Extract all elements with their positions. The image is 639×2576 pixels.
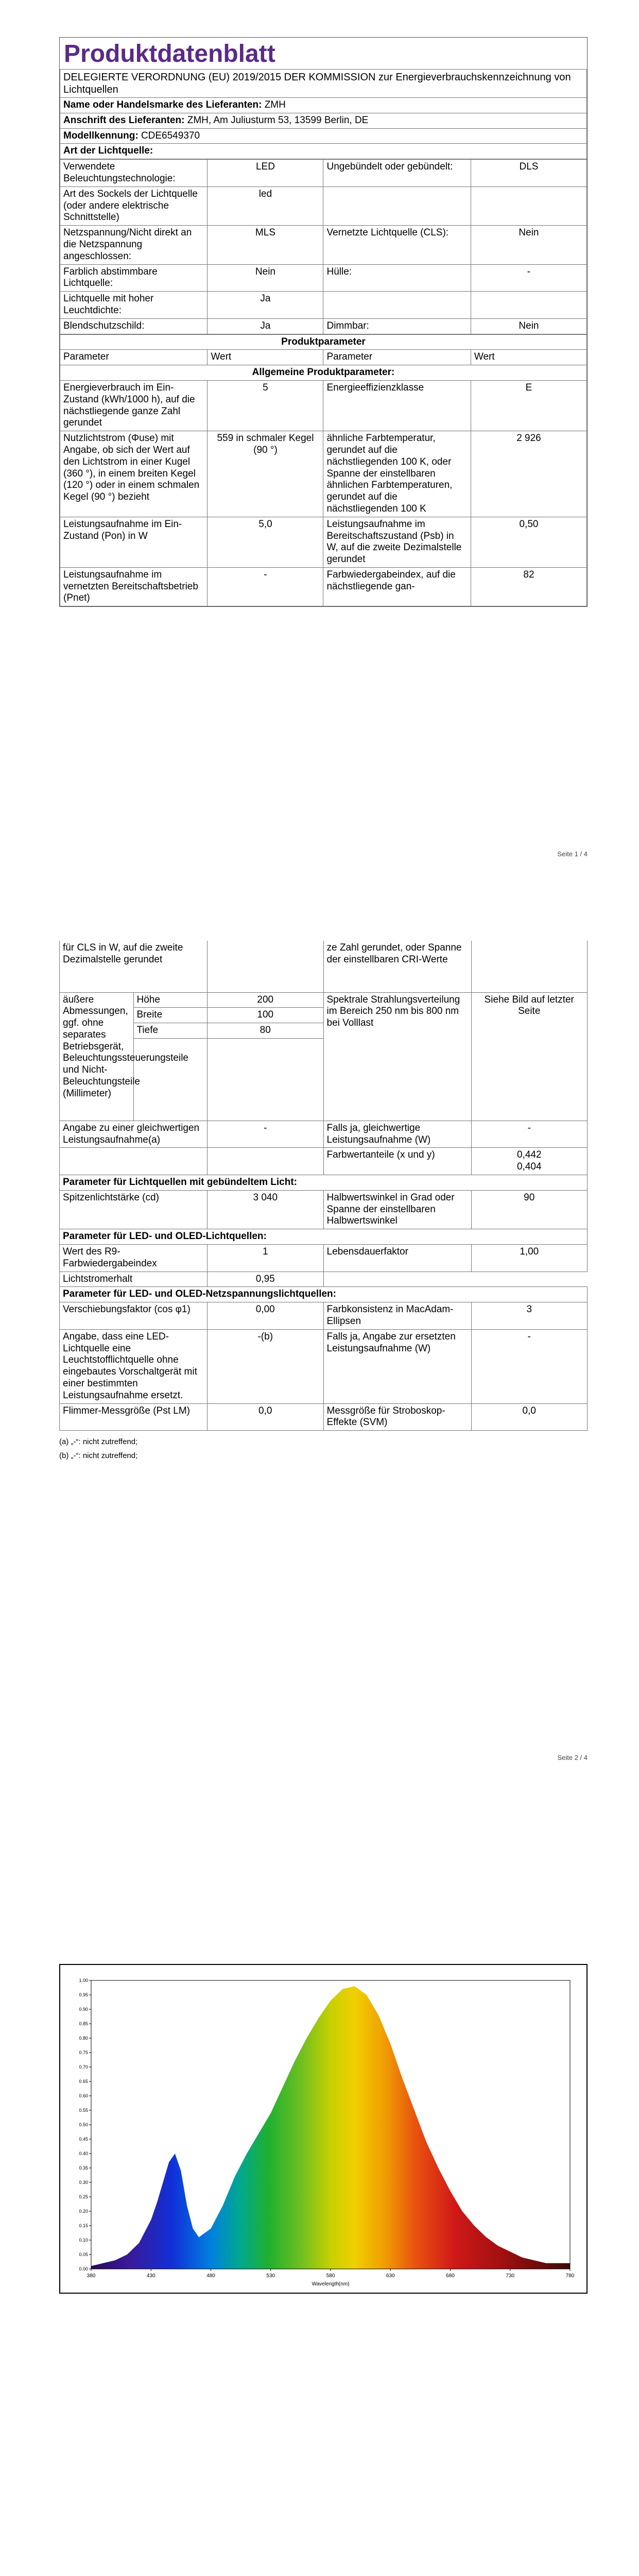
y-tick-label: 0.30 (79, 2180, 88, 2185)
table-row (60, 567, 587, 606)
param-value (471, 187, 586, 225)
chroma-blank (60, 1148, 208, 1175)
supplier-row (60, 98, 587, 113)
supplier-label: Name oder Handelsmarke des Lieferanten: (63, 99, 262, 110)
param-label: Farbwiedergabeindex, auf die nächstliegende gan- (323, 567, 471, 606)
y-tick-label: 0.65 (79, 2079, 88, 2084)
beam-angle-value: 90 (471, 1190, 588, 1229)
y-tick-label: 0.70 (79, 2064, 88, 2070)
general-header: Allgemeine Produktparameter: (60, 365, 587, 381)
param-label: Leistungsaufnahme im vernetzten Bereitschaftsbetrieb (Pnet) (60, 567, 208, 606)
address-label: Anschrift des Lieferanten: (63, 114, 185, 126)
svm-label: Messgröße für Stroboskop-Effekte (SVM) (323, 1403, 471, 1431)
y-tick-label: 0.25 (79, 2194, 88, 2199)
param-label: Energieeffizienzklasse (323, 380, 471, 431)
y-tick-label: 0.95 (79, 1992, 88, 1997)
x-tick-label: 530 (266, 2273, 275, 2279)
led-oled-header: Parameter für LED- und OLED-Lichtquellen: (60, 1229, 588, 1245)
regulation-text: DELEGIERTE VERORDNUNG (EU) 2019/2015 DER KOMMISSION zur Energieverbrauchskennzeichnung von Lichtquellen (60, 70, 587, 98)
y-tick-label: 0.45 (79, 2137, 88, 2142)
dim-blank (133, 1038, 208, 1121)
document-title: Produktdatenblatt (64, 40, 275, 67)
y-tick-label: 0.40 (79, 2151, 88, 2156)
param-value: 0,50 (471, 517, 586, 567)
cos-phi-value: 0,00 (208, 1302, 324, 1330)
param-value: 82 (471, 567, 586, 606)
address-row (60, 113, 587, 128)
y-tick-label: 0.80 (79, 2036, 88, 2041)
col-param-1: Parameter (60, 350, 208, 365)
footnote-b: (b) „-“: nicht zutreffend; (59, 1451, 138, 1461)
lumen-maint-label: Lichtstromerhalt (60, 1272, 208, 1287)
continued-left-value (208, 941, 324, 992)
r9-value: 1 (208, 1245, 324, 1272)
chroma-value: 0,442 0,404 (471, 1148, 588, 1175)
footnotes (59, 1435, 588, 1463)
equiv-power-label: Angabe zu einer gleichwertigen Leistungsaufnahme(a) (60, 1121, 208, 1148)
equiv-power-value: - (208, 1121, 324, 1148)
cos-phi-label: Verschiebungsfaktor (cos φ1) (60, 1302, 208, 1330)
replacement-value: -(b) (208, 1329, 324, 1403)
y-tick-label: 0.00 (79, 2266, 88, 2272)
param-value: MLS (208, 226, 323, 264)
survival-value: 1,00 (471, 1245, 588, 1272)
peak-intensity-value: 3 040 (208, 1190, 324, 1229)
param-label: Lichtquelle mit hoher Leuchtdichte: (60, 292, 208, 319)
param-label: Dimmbar: (323, 318, 471, 334)
continued-left: für CLS in W, auf die zweite Dezimalstelle gerundet (60, 941, 208, 992)
y-tick-label: 0.35 (79, 2165, 88, 2171)
page-3 (0, 1807, 639, 2576)
param-value: Ja (208, 318, 323, 334)
dimensions-label: äußere Abmessungen, ggf. ohne separates Betriebsgerät, Beleuchtungssteuerungsteile und Nicht-Beleuchtungsteile (Millimeter) (60, 992, 134, 1121)
y-tick-label: 0.15 (79, 2223, 88, 2228)
type-table (60, 159, 587, 334)
param-value: 2 926 (471, 431, 586, 517)
param-value: LED (208, 160, 323, 187)
lumen-blank (323, 1272, 471, 1287)
chroma-blank-value (208, 1148, 324, 1175)
param-value: Ja (208, 292, 323, 319)
col-value-1: Wert (208, 350, 323, 365)
table-row (60, 292, 587, 319)
params-table (60, 334, 587, 607)
param-value: Nein (471, 318, 586, 334)
table-row (60, 226, 587, 264)
param-value: Nein (471, 226, 586, 264)
address-value: ZMH, Am Juliusturm 53, 13599 Berlin, DE (187, 114, 369, 126)
param-label: ähnliche Farbtemperatur, gerundet auf die nächstliegenden 100 K, oder Spanne der einstellbaren ähnlichen Farbtemperaturen, gerundet auf die nächstliegenden 100 K (323, 431, 471, 517)
chroma-label: Farbwertanteile (x und y) (323, 1148, 471, 1175)
param-label: Farblich abstimmbare Lichtquelle: (60, 264, 208, 292)
dim-height-label: Höhe (133, 992, 208, 1008)
mls-header: Parameter für LED- und OLED-Netzspannungslichtquellen: (60, 1287, 588, 1302)
survival-label: Lebensdauerfaktor (323, 1245, 471, 1272)
lumen-blank-value (471, 1272, 588, 1287)
param-label: Leistungsaufnahme im Ein-Zustand (Pon) in W (60, 517, 208, 567)
table-row (60, 318, 587, 334)
color-consistency-label: Farbkonsistenz in MacAdam-Ellipsen (323, 1302, 471, 1330)
lumen-maint-value: 0,95 (208, 1272, 324, 1287)
type-label: Art der Lichtquelle: (60, 144, 587, 159)
y-tick-label: 0.60 (79, 2093, 88, 2098)
spectral-label: Spektrale Strahlungsverteilung im Bereich 250 nm bis 800 nm bei Volllast (323, 992, 471, 1121)
param-label: Energieverbrauch im Ein-Zustand (kWh/1000 h), auf die nächstliegende ganze Zahl gerundet (60, 380, 208, 431)
table-row (60, 380, 587, 431)
y-tick-label: 0.10 (79, 2238, 88, 2243)
x-tick-label: 430 (146, 2273, 156, 2279)
x-tick-label: 580 (326, 2273, 335, 2279)
param-value: 559 in schmaler Kegel (90 °) (208, 431, 323, 517)
spectrum-chart-frame (59, 1964, 588, 2294)
datasheet-frame-1 (59, 37, 588, 607)
flicker-value: 0,0 (208, 1403, 324, 1431)
footnote-a: (a) „-“: nicht zutreffend; (59, 1437, 138, 1447)
equiv-watt-value: - (471, 1121, 588, 1148)
param-label: Art des Sockels der Lichtquelle (oder andere elektrische Schnittstelle) (60, 187, 208, 225)
params-header: Produktparameter (60, 334, 587, 350)
peak-intensity-label: Spitzenlichtstärke (cd) (60, 1190, 208, 1229)
table-row (60, 517, 587, 567)
r9-label: Wert des R9-Farbwiedergabeindex (60, 1245, 208, 1272)
replacement-label: Angabe, dass eine LED-Lichtquelle eine Leuchtstofflichtquelle ohne eingebautes Vorschaltgerät mit einer bestimmten Leistungsaufnahme ersetzt. (60, 1329, 208, 1403)
replaced-power-value: - (471, 1329, 588, 1403)
y-tick-label: 0.90 (79, 2007, 88, 2012)
table-row (60, 187, 587, 225)
y-tick-label: 0.75 (79, 2050, 88, 2055)
color-consistency-value: 3 (471, 1302, 588, 1330)
param-value: led (208, 187, 323, 225)
param-label (323, 292, 471, 319)
col-param-2: Parameter (323, 350, 471, 365)
y-tick-label: 1.00 (79, 1978, 88, 1983)
y-tick-label: 0.55 (79, 2108, 88, 2113)
param-value: Nein (208, 264, 323, 292)
param-label (323, 187, 471, 225)
param-value: E (471, 380, 586, 431)
continued-right: ze Zahl gerundet, oder Spanne der einstellbaren CRI-Werte (323, 941, 471, 992)
dim-height-value: 200 (208, 992, 324, 1008)
dim-width-label: Breite (133, 1008, 208, 1023)
y-tick-label: 0.85 (79, 2021, 88, 2026)
param-value: - (471, 264, 586, 292)
x-tick-label: 730 (506, 2273, 515, 2279)
replaced-power-label: Falls ja, Angabe zur ersetzten Leistungsaufnahme (W) (323, 1329, 471, 1403)
table-row (60, 160, 587, 187)
param-value: 5,0 (208, 517, 323, 567)
col-value-2: Wert (471, 350, 586, 365)
datasheet-frame-2 (59, 941, 588, 1463)
param-label: Netzspannung/Nicht direkt an die Netzspannung angeschlossen: (60, 226, 208, 264)
y-tick-label: 0.20 (79, 2209, 88, 2214)
model-value: CDE6549370 (141, 130, 200, 141)
page-1 (0, 0, 639, 904)
x-tick-label: 780 (565, 2273, 575, 2279)
supplier-value: ZMH (264, 99, 286, 110)
page2-table (59, 941, 588, 1431)
header-table (60, 69, 587, 159)
spectral-value: Siehe Bild auf letzter Seite (471, 992, 588, 1121)
model-row (60, 128, 587, 144)
param-value: DLS (471, 160, 586, 187)
param-label: Leistungsaufnahme im Bereitschaftszustand (Psb) in W, auf die zweite Dezimalstelle gerundet (323, 517, 471, 567)
table-row (60, 264, 587, 292)
param-label: Vernetzte Lichtquelle (CLS): (323, 226, 471, 264)
param-label: Ungebündelt oder gebündelt: (323, 160, 471, 187)
param-value: - (208, 567, 323, 606)
dim-depth-value: 80 (208, 1023, 324, 1039)
x-tick-label: 630 (386, 2273, 395, 2279)
x-tick-label: 680 (446, 2273, 455, 2279)
param-label: Verwendete Beleuchtungstechnologie: (60, 160, 208, 187)
y-tick-label: 0.50 (79, 2122, 88, 2127)
x-axis-label: Wavelength(nm) (312, 2281, 350, 2287)
x-tick-label: 380 (87, 2273, 96, 2279)
page-number: Seite 1 / 4 (557, 850, 588, 858)
param-value: 5 (208, 380, 323, 431)
dim-depth-label: Tiefe (133, 1023, 208, 1039)
param-label: Blendschutzschild: (60, 318, 208, 334)
equiv-watt-label: Falls ja, gleichwertige Leistungsaufnahme (W) (323, 1121, 471, 1148)
dim-width-value: 100 (208, 1008, 324, 1023)
page-number: Seite 2 / 4 (557, 1754, 588, 1761)
param-value (471, 292, 586, 319)
continued-right-value (471, 941, 588, 992)
svm-value: 0,0 (471, 1403, 588, 1431)
x-tick-label: 480 (206, 2273, 215, 2279)
table-row (60, 431, 587, 517)
y-tick-label: 0.05 (79, 2252, 88, 2257)
param-label: Nutzlichtstrom (Φuse) mit Angabe, ob sich der Wert auf den Lichtstrom in einer Kugel (360 °), in einem breiten Kegel (120 °) oder in einem schmalen Kegel (90 °) bezieht (60, 431, 208, 517)
spectrum-chart (60, 1965, 586, 2293)
flicker-label: Flimmer-Messgröße (Pst LM) (60, 1403, 208, 1431)
param-label: Hülle: (323, 264, 471, 292)
spectrum-area (91, 1986, 570, 2269)
directional-header: Parameter für Lichtquellen mit gebündeltem Licht: (60, 1175, 588, 1191)
model-label: Modellkennung: (63, 130, 139, 141)
dim-blank-value (208, 1038, 324, 1121)
beam-angle-label: Halbwertswinkel in Grad oder Spanne der einstellbaren Halbwertswinkel (323, 1190, 471, 1229)
page-2 (0, 904, 639, 1807)
